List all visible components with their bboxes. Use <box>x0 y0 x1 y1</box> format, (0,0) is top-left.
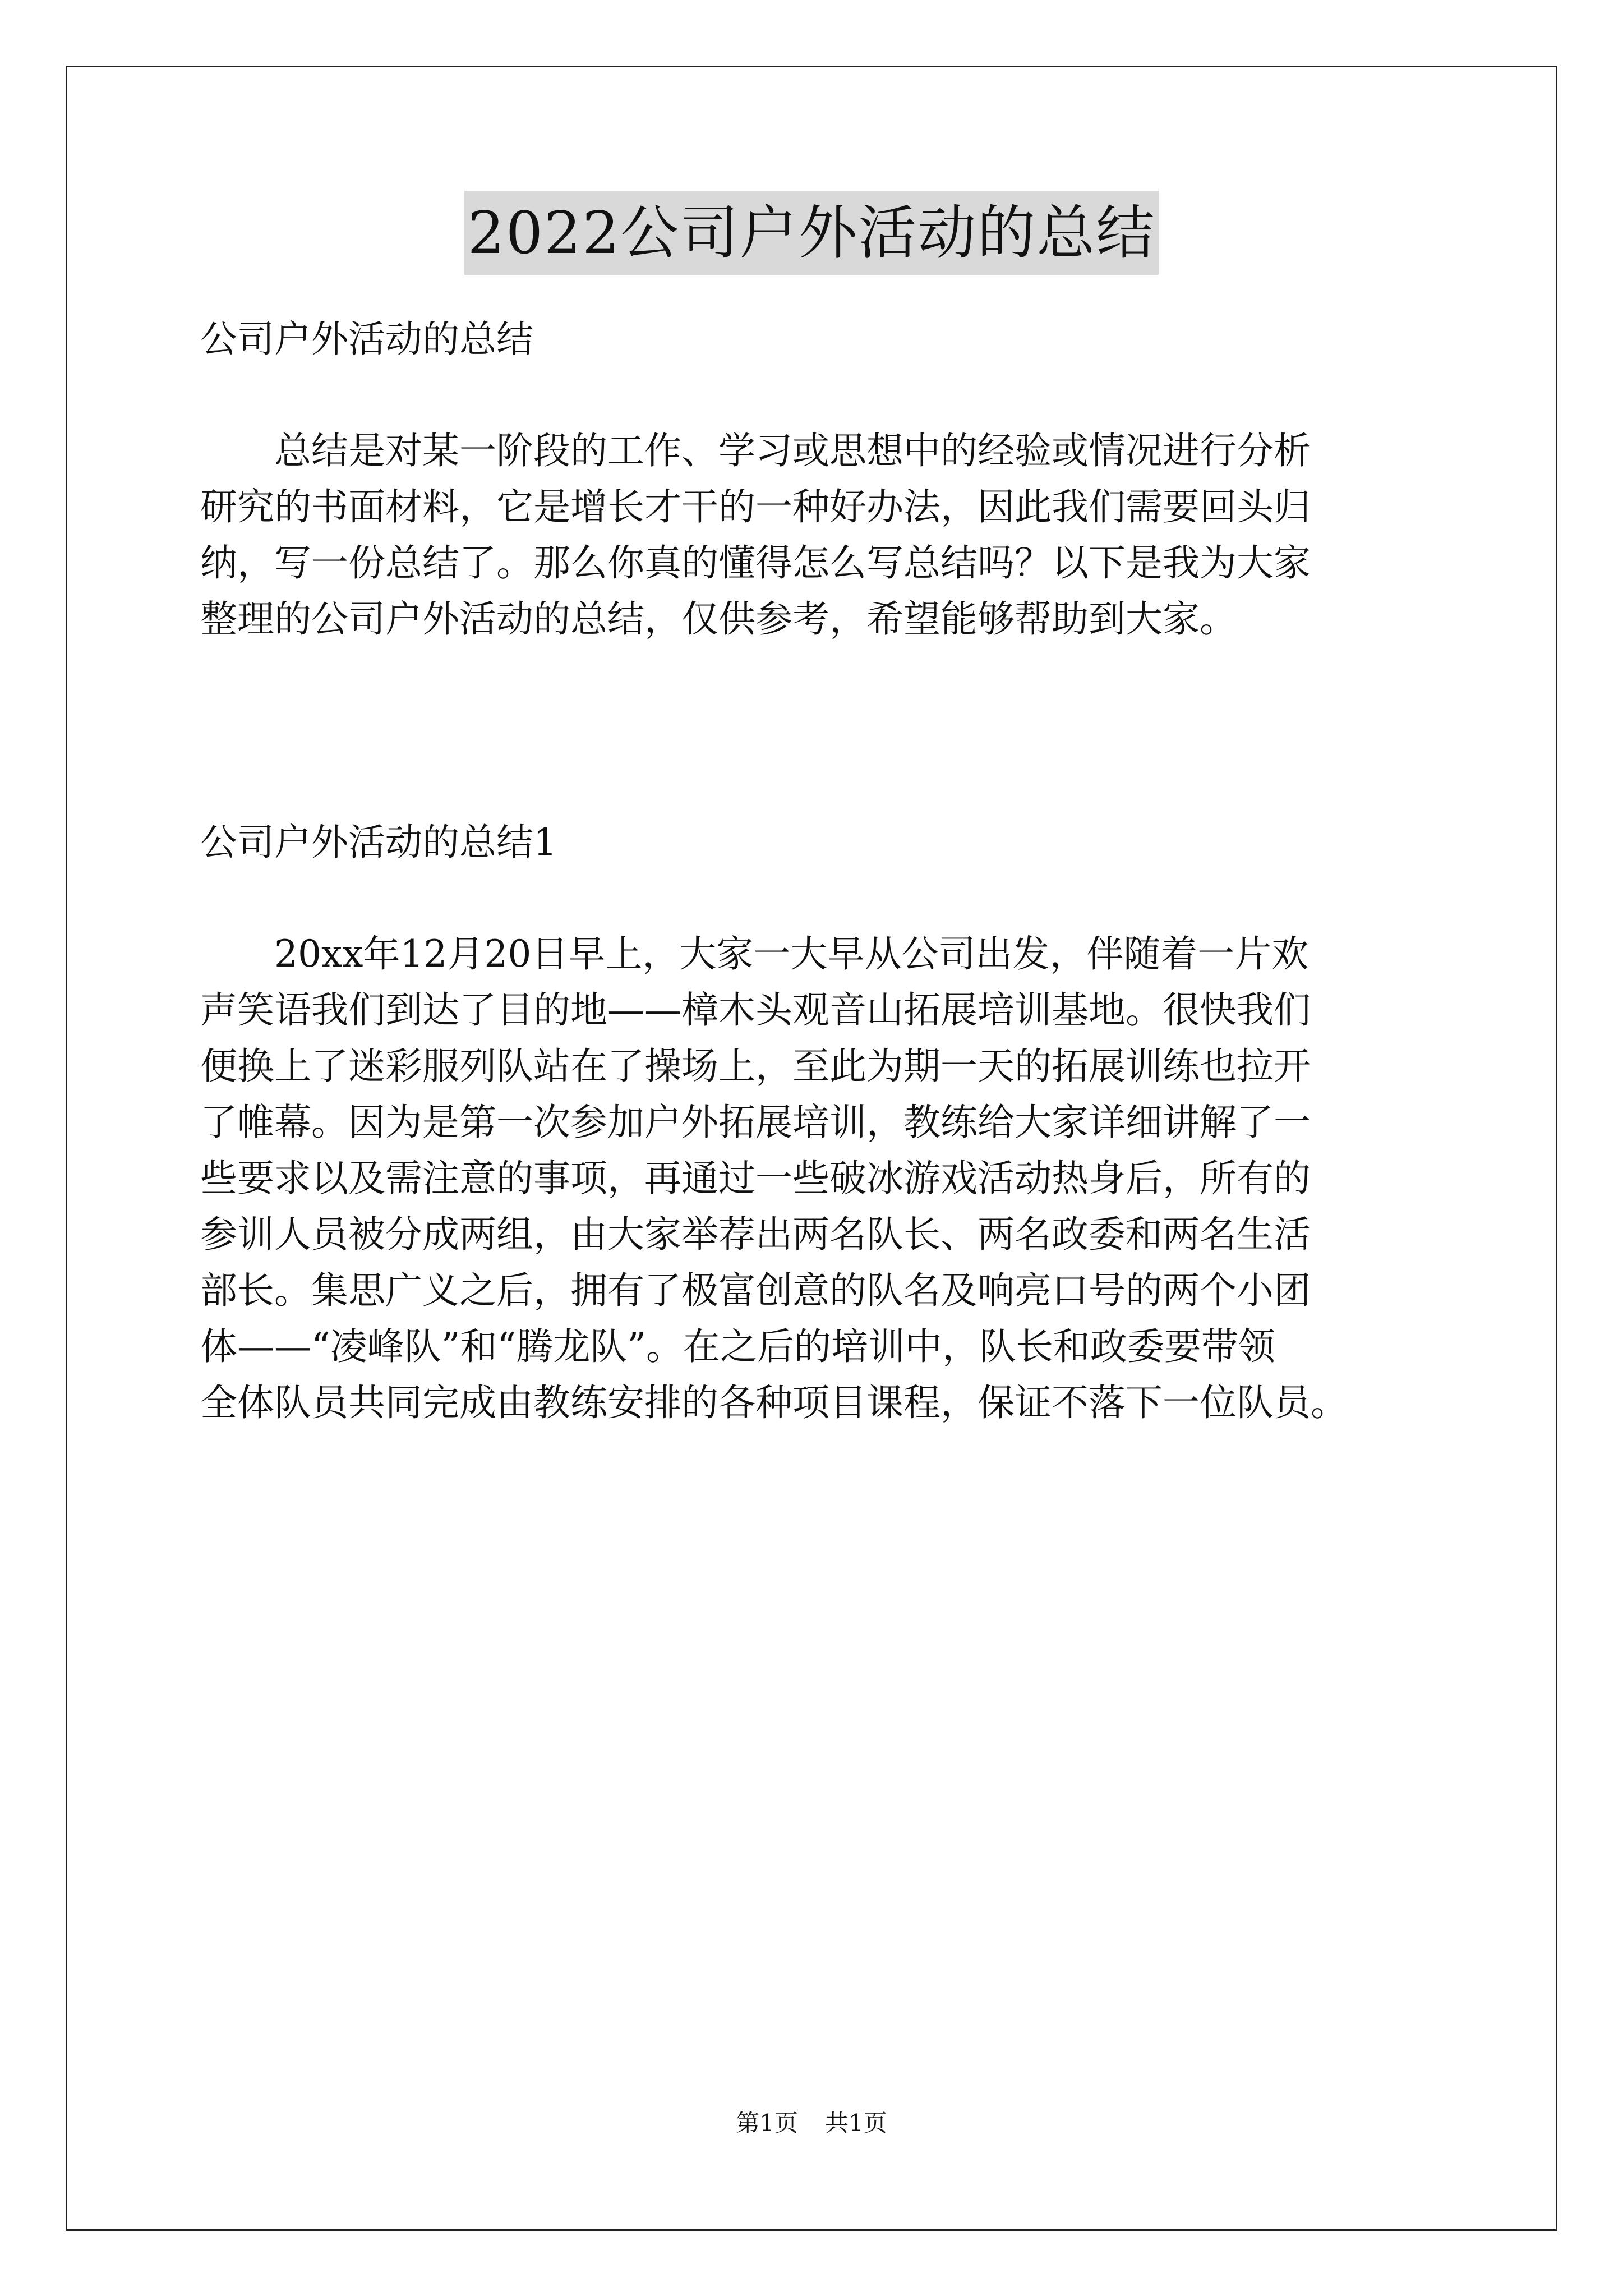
section-line: 体——“凌峰队”和“腾龙队”。在之后的培训中，队长和政委要带领 <box>200 1325 1275 1368</box>
page-number-current: 第1页 <box>736 2109 798 2137</box>
section-line: 了帷幕。因为是第一次参加户外拓展培训，教练给大家详细讲解了一 <box>200 1101 1311 1144</box>
page-number-total: 共1页 <box>825 2109 887 2137</box>
intro-line: 整理的公司户外活动的总结，仅供参考，希望能够帮助到大家。 <box>200 597 1237 641</box>
section-line: 便换上了迷彩服列队站在了操场上，至此为期一天的拓展训练也拉开 <box>200 1045 1311 1088</box>
section-line: 参训人员被分成两组，由大家举荐出两名队长、两名政委和两名生活 <box>200 1213 1311 1256</box>
intro-line: 总结是对某一阶段的工作、学习或思想中的经验或情况进行分析 <box>274 429 1311 472</box>
spacer <box>200 367 1434 423</box>
section-line: 部长。集思广义之后，拥有了极富创意的队名及响亮口号的两个小团 <box>200 1269 1311 1312</box>
section-line: 20xx年12月20日早上，大家一大早从公司出发，伴随着一片欢 <box>274 932 1309 976</box>
section-line: 全体队员共同完成由教练安排的各种项目课程，保证不落下一位队员。 <box>200 1381 1348 1424</box>
intro-line: 研究的书面材料，它是增长才干的一种好办法，因此我们需要回头归 <box>200 485 1311 528</box>
spacer <box>200 871 1434 926</box>
spacer <box>200 647 1434 815</box>
section-line: 声笑语我们到达了目的地——樟木头观音山拓展培训基地。很快我们 <box>200 988 1311 1032</box>
document-subtitle: 公司户外活动的总结 <box>200 318 533 361</box>
section-line: 些要求以及需注意的事项，再通过一些破冰游戏活动热身后，所有的 <box>200 1157 1311 1200</box>
section-heading: 公司户外活动的总结1 <box>200 821 557 864</box>
document-body <box>200 311 1434 1431</box>
document-title: 2022公司户外活动的总结 <box>464 191 1159 275</box>
title-container <box>0 191 1623 275</box>
intro-line: 纳，写一份总结了。那么你真的懂得怎么写总结吗？以下是我为大家 <box>200 541 1311 585</box>
page-footer <box>0 2106 1623 2140</box>
